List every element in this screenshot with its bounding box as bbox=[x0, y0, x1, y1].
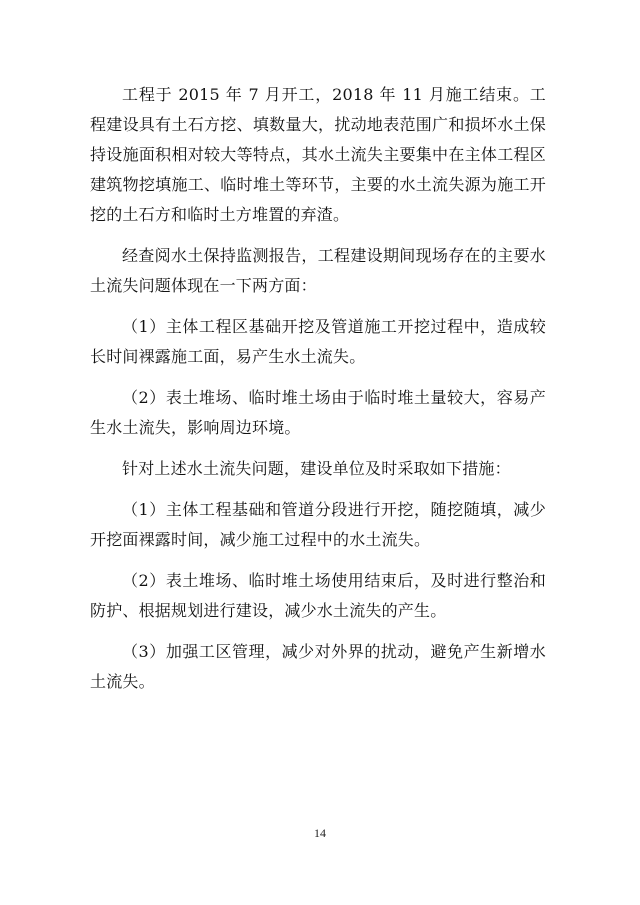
paragraph-problem-1: （1）主体工程区基础开挖及管道施工开挖过程中，造成较长时间裸露施工面，易产生水土流失。 bbox=[90, 317, 546, 366]
paragraph-problem-2: （2）表土堆场、临时堆土场由于临时堆土量较大，容易产生水土流失，影响周边环境。 bbox=[90, 388, 546, 437]
paragraph-measure-3: （3）加强工区管理，减少对外界的扰动，避免产生新增水土流失。 bbox=[90, 642, 546, 691]
document-body bbox=[90, 80, 546, 708]
paragraph-measures-intro: 针对上述水土流失问题，建设单位及时采取如下措施： bbox=[122, 459, 511, 478]
paragraph-monitoring-report: 经查阅水土保持监测报告，工程建设期间现场存在的主要水土流失问题体现在一下两方面： bbox=[90, 246, 546, 295]
page-number: 14 bbox=[314, 826, 326, 840]
paragraph-project-overview: 工程于 2015 年 7 月开工，2018 年 11 月施工结束。工程建设具有土石方挖、填数量大，扰动地表范围广和损坏水土保持设施面积相对较大等特点，其水土流失主要集中在主体工程区建筑物挖填施工、临时堆土等环节，主要的水土流失源为施工开挖的土石方和临时土方堆置的弃渣。 bbox=[90, 85, 546, 224]
paragraph-measure-1: （1）主体工程基础和管道分段进行开挖，随挖随填，减少开挖面裸露时间，减少施工过程中的水土流失。 bbox=[90, 500, 546, 549]
paragraph-measure-2: （2）表土堆场、临时堆土场使用结束后，及时进行整治和防护、根据规划进行建设，减少水土流失的产生。 bbox=[90, 571, 546, 620]
